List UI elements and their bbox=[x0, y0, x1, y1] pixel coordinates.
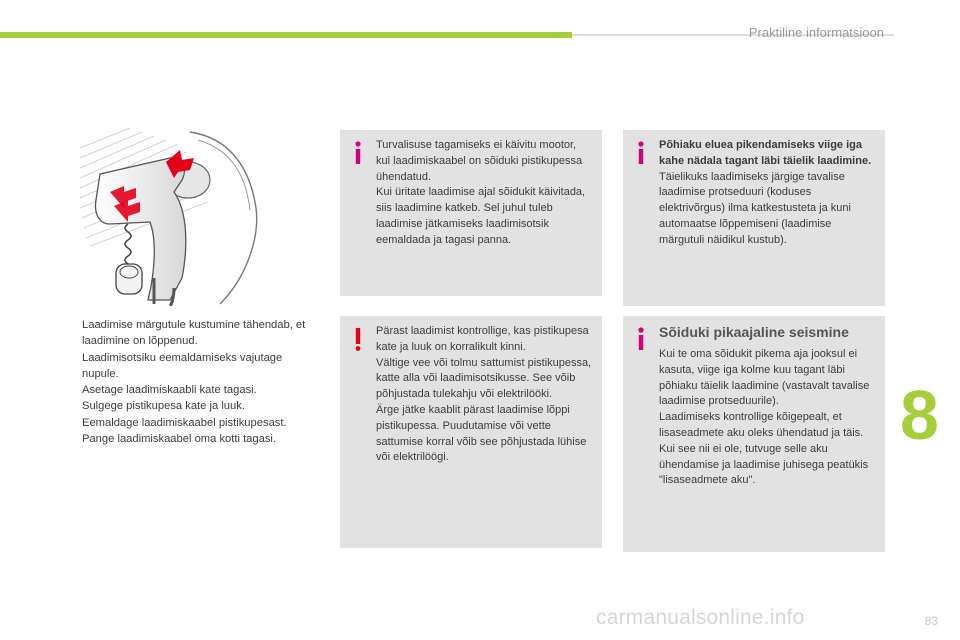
list-item: Pange laadimiskaabel oma kotti tagasi. bbox=[82, 433, 277, 446]
list-item: Laadimise märgutule kustumine tähendab, et laadimine on lõppenud. bbox=[82, 319, 306, 348]
long-parking-body: Kui te oma sõidukit pikema aja jooksul ei kasuta, viige iga kolme kuu tagant läbi põhiaku täielik laadimine (vastavalt tavalise laadimise protseduurile). Laadimiseks kontrollige kõigepealt, et lisaseadmete aku oleks ühendatud ja täis. Kui see nii ei ole, tutvuge selle aku ühendamise ja laadimise juhisega peatükis "lisaseadmete aku". bbox=[659, 348, 870, 487]
warning-icon bbox=[350, 326, 366, 352]
long-parking-info-panel bbox=[623, 316, 885, 552]
list-item: Eemaldage laadimiskaabel pistikupesast. bbox=[82, 416, 287, 429]
section-title: Praktiline informatsioon bbox=[748, 25, 884, 40]
long-parking-heading: Sõiduki pikaajaline seismine bbox=[659, 324, 849, 340]
battery-life-emphasis: Põhiaku eluea pikendamiseks viige iga kahe nädala tagant läbi täielik laadimine. bbox=[659, 139, 872, 167]
page-number: 83 bbox=[924, 614, 938, 628]
battery-life-info-panel bbox=[623, 130, 885, 306]
list-item: Sulgege pistikupesa kate ja luuk. bbox=[82, 400, 245, 413]
info-icon bbox=[350, 140, 366, 166]
after-charge-warning-panel bbox=[340, 316, 602, 548]
instruction-list bbox=[60, 317, 322, 447]
safety-info-text: Turvalisuse tagamiseks ei käivitu mootor, kui laadimiskaabel on sõiduki pistikupessa ühendatud. Kui üritate laadimise ajal sõidukit käivitada, siis laadimine katkeb. Sel juhul tuleb laadimise jätkamiseks laadimisotsik eemaldada ja tagasi panna. bbox=[376, 139, 586, 246]
chapter-number: 8 bbox=[900, 376, 939, 454]
list-item: Laadimisotsiku eemaldamiseks vajutage nupule. bbox=[82, 351, 283, 380]
battery-life-body: Täielikuks laadimiseks järgige tavalise laadimise protseduuri (koduses elektrivõrgus) ilma katkestusteta ja kuni automaatse lõppemiseni (laadimise märgutuli näidikul kustub). bbox=[659, 170, 851, 246]
info-icon bbox=[633, 140, 649, 166]
battery-life-text bbox=[659, 138, 875, 249]
info-icon bbox=[633, 326, 649, 352]
header-accent-bar bbox=[0, 32, 572, 38]
safety-info-panel bbox=[340, 130, 602, 296]
watermark: carmanualsonline.info bbox=[596, 606, 805, 629]
long-parking-text bbox=[659, 324, 875, 489]
after-charge-warning-text: Pärast laadimist kontrollige, kas pistikupesa kate ja luuk on korralikult kinni. Vältige vee või tolmu sattumist pistikupessa, katte alla või laadimisotsikusse. See võib põhjustada tulekahju või elektrilööki. Ärge jätke kaablit pärast laadimise lõppi pistikupessa. Puudutamise või vette sattumise korral võib see põhjustada lühise või elektrilöögi. bbox=[376, 325, 592, 464]
list-item: Asetage laadimiskaabli kate tagasi. bbox=[82, 384, 257, 397]
charging-plug-illustration bbox=[70, 128, 290, 306]
